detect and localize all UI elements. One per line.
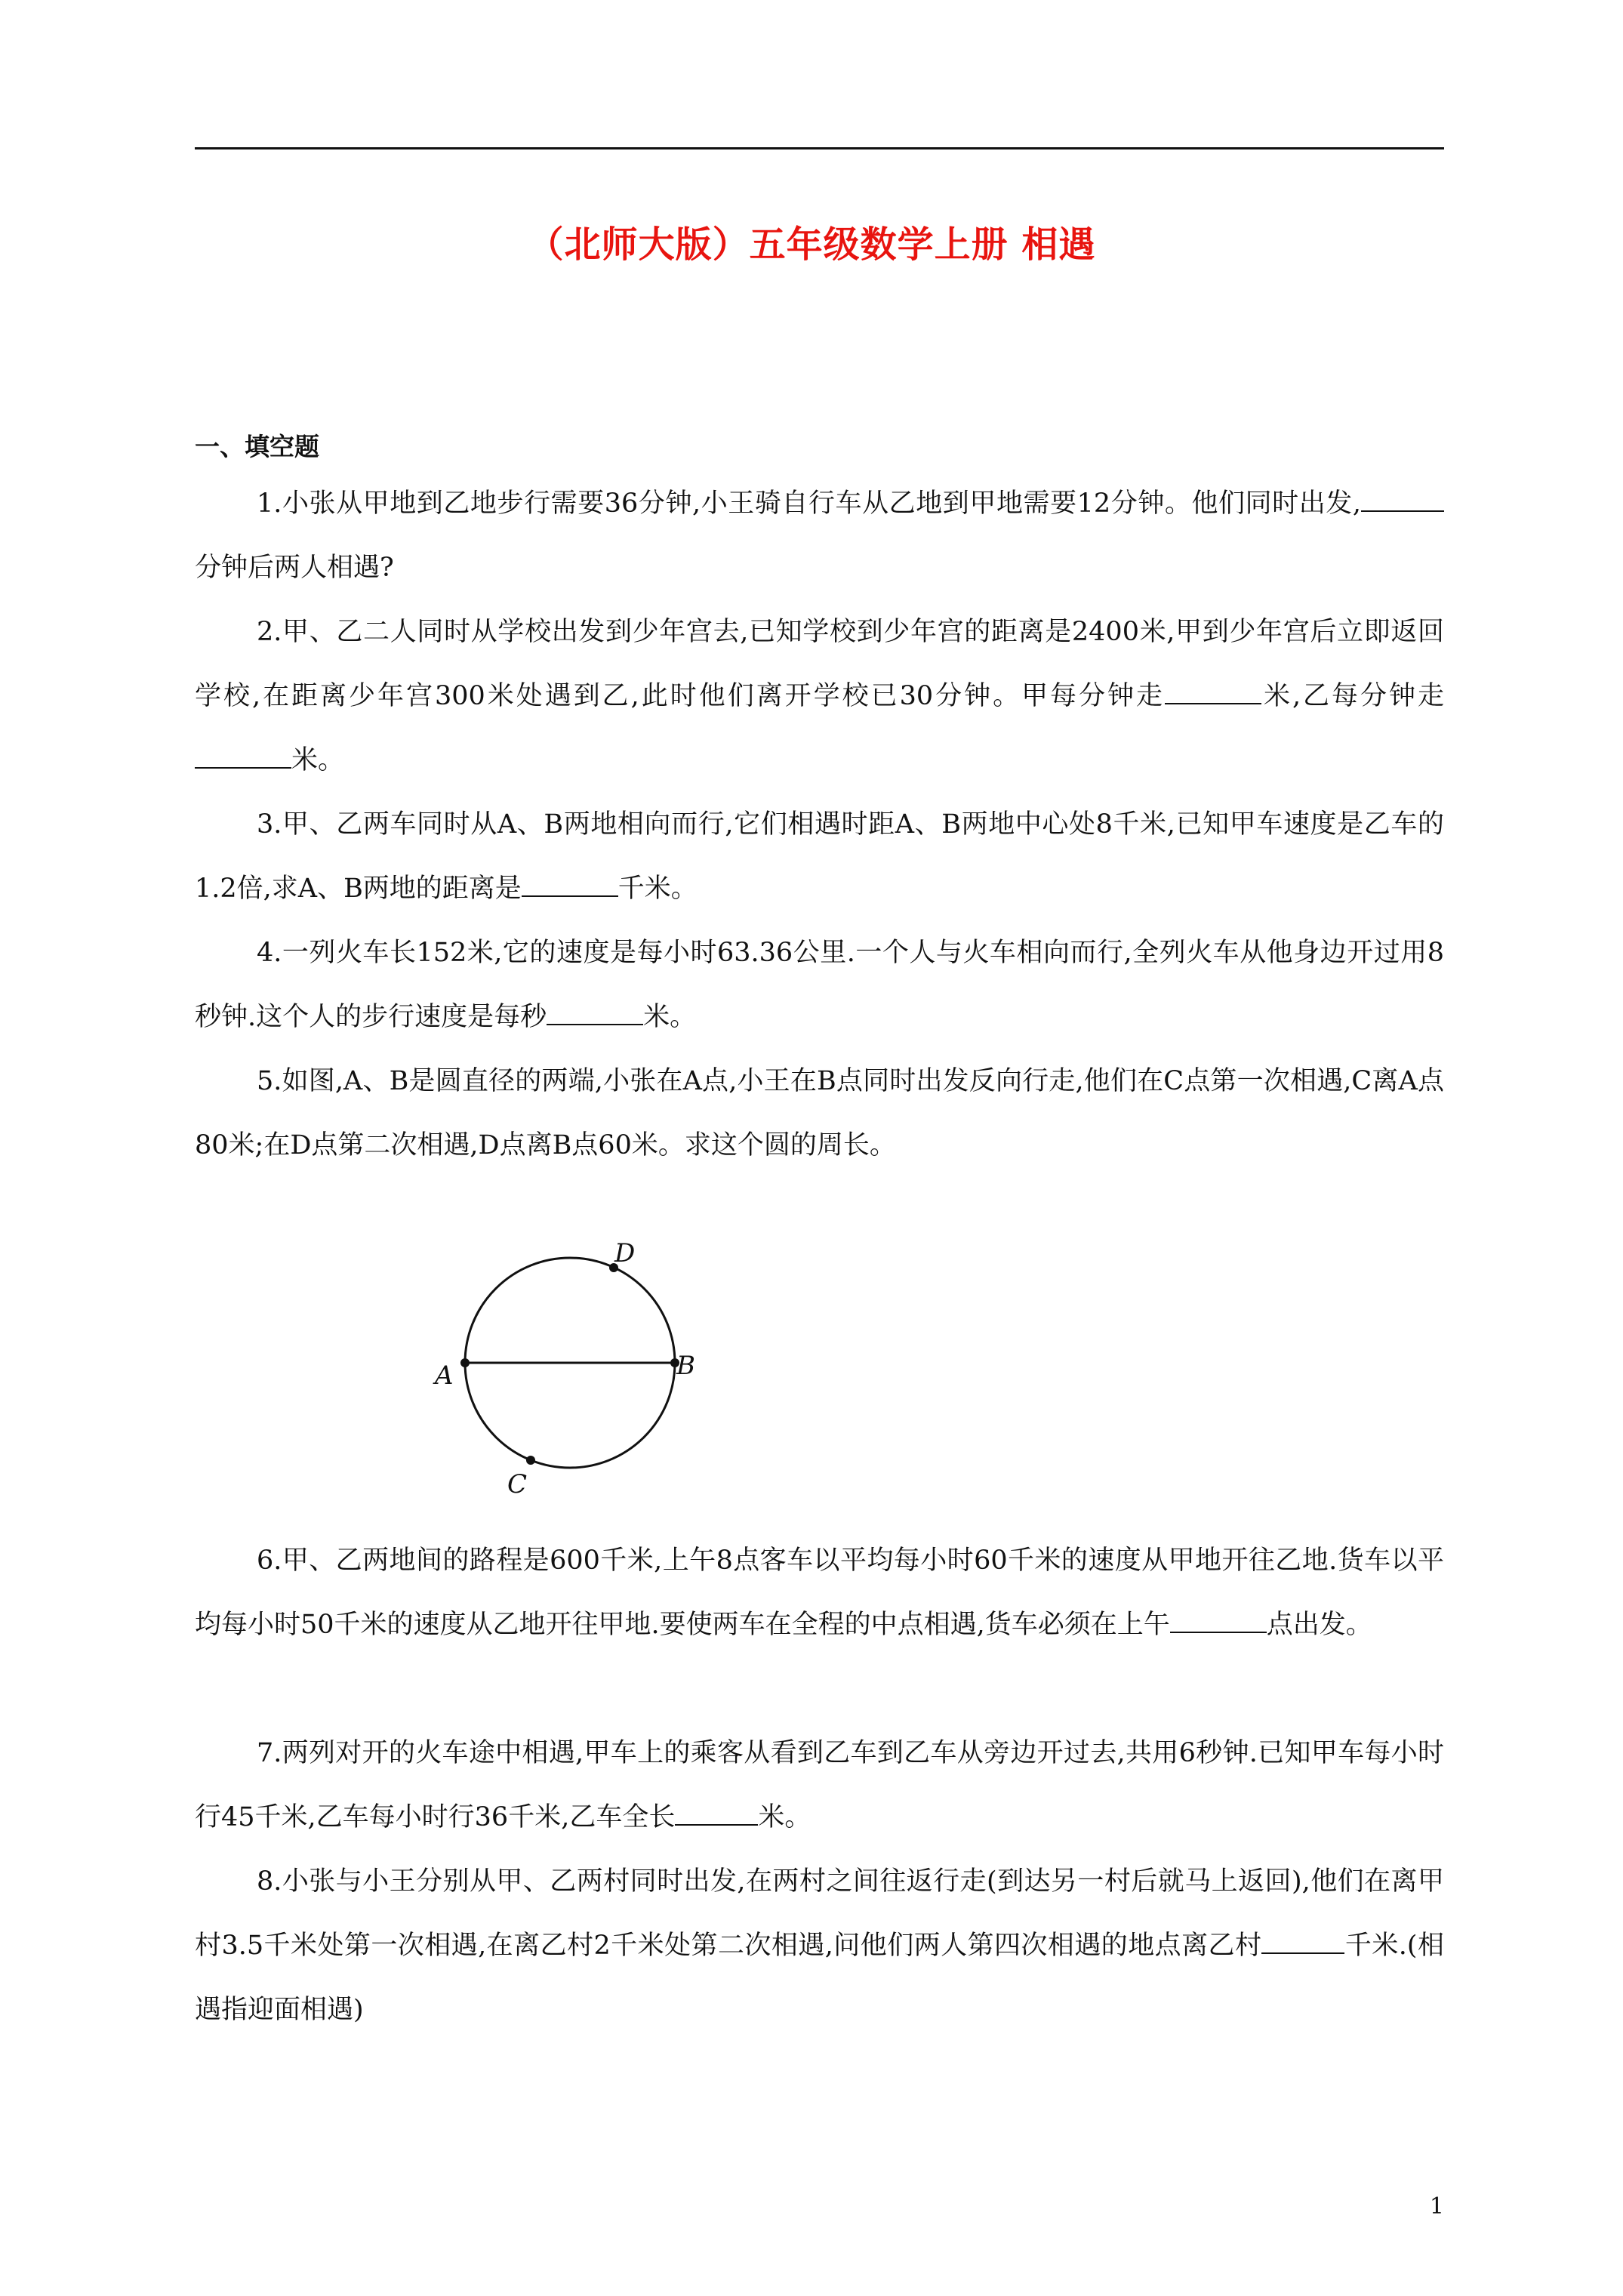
answer-blank[interactable] (1261, 1926, 1344, 1954)
question-3: 3.甲、乙两车同时从A、B两地相向而行,它们相遇时距A、B两地中心处8千米,已知甲车速度是乙车的1.2倍,求A、B两地的距离是 千米。 (195, 809, 1444, 904)
point-c (526, 1456, 535, 1465)
header-rule (195, 147, 1444, 149)
answer-blank[interactable] (675, 1798, 758, 1826)
question-2: 2.甲、乙二人同时从学校出发到少年宫去,已知学校到少年宫的距离是2400米,甲到少年宫后立即返回学校,在距离少年宫300米处遇到乙,此时他们离开学校已30分钟。甲每分钟走 米,乙每分钟走米。 (195, 617, 1444, 775)
label-c: C (507, 1469, 528, 1499)
answer-blank[interactable] (195, 741, 291, 769)
label-d: D (614, 1238, 636, 1268)
section-heading: 一、填空题 (195, 432, 319, 461)
question-4: 4.一列火车长152米,它的速度是每小时63.36公里.一个人与火车相向而行,全列火车从他身边开过用8秒钟.这个人的步行速度是每秒 米。 (195, 938, 1444, 1032)
question-7: 7.两列对开的火车途中相遇,甲车上的乘客从看到乙车到乙车从旁边开过去,共用6秒钟.已知甲车每小时行45千米,乙车每小时行36千米,乙车全长 米。 (195, 1738, 1444, 1832)
question-5: 5.如图,A、B是圆直径的两端,小张在A点,小王在B点同时出发反向行走,他们在C点第一次相遇,C离A点80米;在D点第二次相遇,D点离B点60米。求这个圆的周长。 (195, 1066, 1444, 1160)
question-6: 6.甲、乙两地间的路程是600千米,上午8点客车以平均每小时60千米的速度从甲地开往乙地.货车以平均每小时50千米的速度从乙地开往甲地.要使两车在全程的中点相遇,货车必须在上午 点出发。 (195, 1546, 1444, 1640)
label-b: B (676, 1351, 695, 1381)
answer-blank[interactable] (1361, 484, 1444, 512)
label-a: A (435, 1361, 454, 1391)
circle-diagram (423, 1227, 740, 1514)
question-8: 8.小张与小王分别从甲、乙两村同时出发,在两村之间往返行走(到达另一村后就马上返回),他们在离甲村3.5千米处第一次相遇,在离乙村2千米处第二次相遇,问他们两人第四次相遇的地点离乙村 千米.(相遇指迎面相遇) (195, 1866, 1444, 2025)
question-1: 1.小张从甲地到乙地步行需要36分钟,小王骑自行车从乙地到甲地需要12分钟。他们同时出发,分钟后两人相遇? (195, 472, 1444, 600)
answer-blank[interactable] (522, 869, 618, 897)
answer-blank[interactable] (1170, 1605, 1267, 1633)
answer-blank[interactable] (1165, 676, 1261, 704)
point-a (460, 1358, 470, 1367)
page-title: （北师大版）五年级数学上册 相遇 (527, 223, 1096, 266)
answer-blank[interactable] (547, 997, 643, 1025)
page-number: 1 (1429, 2193, 1444, 2220)
